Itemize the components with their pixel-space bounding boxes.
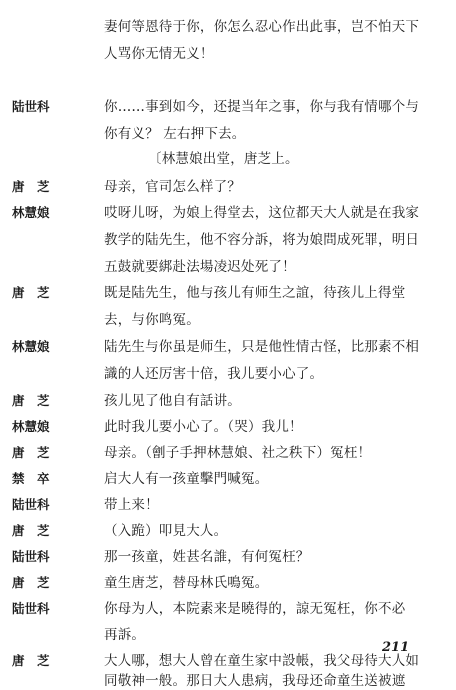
- text-line: 既是陆先生，他与孩儿有师生之誼，待孩儿上得堂: [104, 285, 406, 301]
- text-line: 母亲。（劊子手押林慧娘、社之秩下）冤枉！: [104, 445, 372, 461]
- text-line: 孩儿见了他自有話讲。: [104, 393, 241, 409]
- speaker-name: 唐 芝: [12, 179, 50, 194]
- text-line: 此时我儿要小心了。（哭）我儿！: [104, 419, 303, 435]
- speaker-name: 唐 芝: [12, 393, 50, 408]
- text-line: 同敬神一般。那日大人患病，我母还命童生送被遮: [104, 673, 406, 689]
- text-line: 带上来！: [104, 497, 159, 513]
- text-line: 你……事到如今，还提当年之事，你与我有情哪个与: [104, 99, 420, 115]
- speaker-name: 陆世科: [12, 99, 50, 114]
- stage-direction: 〔林慧娘出堂，唐芝上。: [148, 151, 299, 167]
- text-line: 你母为人，本院素来是曉得的，諒无冤枉，你不必: [104, 601, 406, 617]
- text-line: 五鼓就要綁赴法場凌迟处死了！: [104, 259, 296, 275]
- speaker-name: 唐 芝: [12, 285, 50, 300]
- text-line: 去，与你鸣冤。: [104, 312, 200, 328]
- speaker-name: 林慧娘: [12, 419, 50, 434]
- text-line: 大人哪，想大人曾在童生家中設帳，我父母待大人如: [104, 653, 420, 669]
- text-line: 妻何等恩待于你，你怎么忍心作出此事，岂不怕天下: [104, 19, 420, 35]
- text-line: 那一孩童，姓甚名誰，有何冤枉？: [104, 549, 310, 565]
- page-number: 211: [382, 640, 410, 655]
- text-line: 再訴。: [104, 627, 146, 643]
- text-line: 教学的陆先生，他不容分訴，将为娘問成死罪，明日: [104, 232, 420, 248]
- speaker-name: 陆世科: [12, 601, 50, 616]
- speaker-name: 唐 芝: [12, 653, 50, 668]
- speaker-name: 林慧娘: [12, 339, 50, 354]
- text-line: 識的人还厉害十倍，我儿要小心了。: [104, 366, 324, 382]
- text-line: （入跪）叩見大人。: [104, 523, 228, 539]
- speaker-name: 唐 芝: [12, 445, 50, 460]
- speaker-name: 林慧娘: [12, 205, 50, 220]
- text-line: 启大人有一孩童擊門喊冤。: [104, 471, 269, 487]
- speaker-name: 唐 芝: [12, 575, 50, 590]
- text-line: 童生唐芝，替母林氏鳴冤。: [104, 575, 269, 591]
- text-line: 哎呀儿呀，为娘上得堂去，这位都天大人就是在我家: [104, 205, 420, 221]
- text-line: 人骂你无情无义！: [104, 46, 214, 62]
- text-line: 你有义？ 左右押下去。: [104, 126, 246, 142]
- speaker-name: 唐 芝: [12, 523, 50, 538]
- speaker-name: 陆世科: [12, 549, 50, 564]
- speaker-name: 禁 卒: [12, 471, 50, 486]
- text-line: 陆先生与你虽是师生，只是他性情古怪，比那素不相: [104, 339, 420, 355]
- text-line: 母亲，官司怎么样了？: [104, 179, 241, 195]
- speaker-name: 陆世科: [12, 497, 50, 512]
